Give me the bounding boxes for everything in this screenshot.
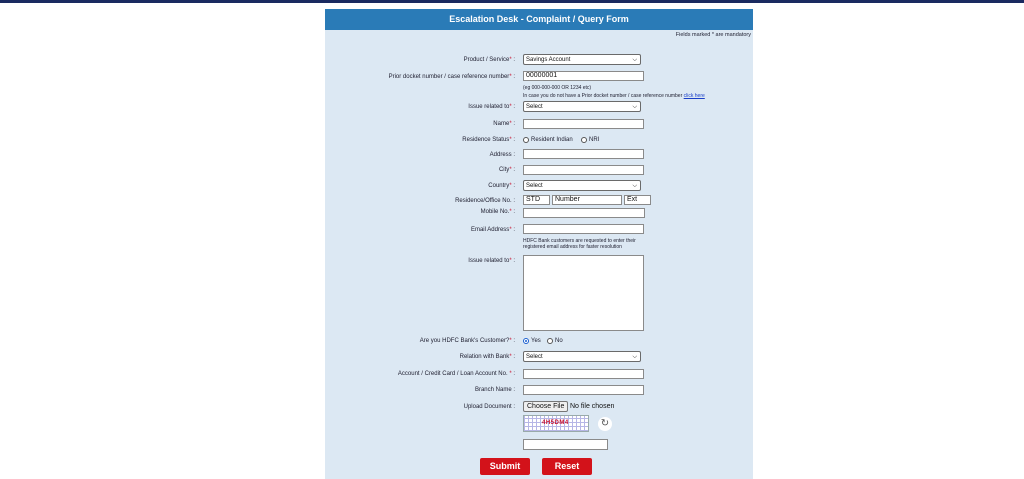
chevron-down-icon: ⌵: [632, 104, 637, 110]
customer-no-label: No: [555, 338, 563, 344]
mobile-input[interactable]: [523, 208, 645, 218]
customer-no-radio[interactable]: [547, 338, 553, 344]
nri-label: NRI: [589, 137, 600, 143]
nri-radio[interactable]: [581, 137, 587, 143]
prior-docket-hint: In case you do not have a Prior docket number / case reference number click here: [523, 93, 705, 99]
issue-related-label: Issue related to* :: [468, 104, 515, 110]
customer-label: Are you HDFC Bank's Customer?* :: [419, 338, 515, 344]
country-label: Country* :: [488, 183, 515, 189]
email-hint-line1: HDFC Bank customers are requested to enter their: [523, 238, 636, 244]
email-label: Email Address* :: [470, 227, 515, 233]
address-label: Address :: [489, 152, 515, 158]
phone-label: Residence/Office No. :: [455, 198, 515, 204]
captcha-image: [523, 415, 589, 432]
mandatory-note: Fields marked * are mandatory: [675, 32, 751, 38]
reset-button[interactable]: Reset: [542, 458, 592, 475]
customer-yes-radio[interactable]: [523, 338, 529, 344]
number-input[interactable]: Number: [552, 195, 622, 205]
city-label: City* :: [498, 167, 515, 173]
std-input[interactable]: STD: [523, 195, 550, 205]
product-service-label: Product / Service* :: [463, 57, 515, 63]
issue-text-label: Issue related to* :: [468, 258, 515, 264]
chevron-down-icon: ⌵: [632, 354, 637, 360]
address-input[interactable]: [523, 149, 644, 159]
country-select[interactable]: Select ⌵: [523, 180, 641, 191]
chevron-down-icon: ⌵: [632, 183, 637, 189]
resident-indian-radio[interactable]: [523, 137, 529, 143]
name-label: Name* :: [493, 121, 515, 127]
relation-select[interactable]: Select ⌵: [523, 351, 641, 362]
captcha-text: 4H5DM4: [542, 420, 569, 426]
city-input[interactable]: [523, 165, 644, 175]
resident-indian-label: Resident Indian: [531, 137, 573, 143]
email-hint-line2: registered email address for faster resolution: [523, 244, 622, 250]
complaint-form-panel: [325, 9, 753, 479]
issue-related-select[interactable]: Select ⌵: [523, 101, 641, 112]
upload-label: Upload Document :: [463, 404, 515, 410]
prior-docket-input[interactable]: 00000001: [523, 71, 644, 81]
captcha-input[interactable]: [523, 439, 608, 450]
account-input[interactable]: [523, 369, 644, 379]
customer-yes-label: Yes: [531, 338, 541, 344]
ext-input[interactable]: Ext: [624, 195, 651, 205]
prior-docket-example: (eg 000-000-000 OR 1234 etc): [523, 85, 592, 91]
email-input[interactable]: [523, 224, 644, 234]
prior-docket-label: Prior docket number / case reference number* :: [388, 74, 515, 80]
choose-file-button[interactable]: Choose File: [523, 401, 568, 412]
account-label: Account / Credit Card / Loan Account No. * :: [397, 371, 515, 377]
mobile-label: Mobile No.* :: [480, 209, 515, 215]
file-status: No file chosen: [570, 403, 615, 410]
top-nav-bar: [0, 0, 1024, 3]
chevron-down-icon: ⌵: [632, 57, 637, 63]
residence-status-label: Residence Status* :: [462, 137, 515, 143]
name-input[interactable]: [523, 119, 644, 129]
refresh-captcha-icon[interactable]: ↻: [598, 417, 612, 431]
click-here-link[interactable]: click here: [683, 93, 705, 99]
issue-textarea[interactable]: [523, 255, 644, 331]
form-title: Escalation Desk - Complaint / Query Form: [325, 9, 753, 30]
submit-button[interactable]: Submit: [480, 458, 530, 475]
relation-label: Relation with Bank* :: [459, 354, 515, 360]
branch-input[interactable]: [523, 385, 644, 395]
branch-label: Branch Name :: [474, 387, 515, 393]
product-service-select[interactable]: Savings Account ⌵: [523, 54, 641, 65]
